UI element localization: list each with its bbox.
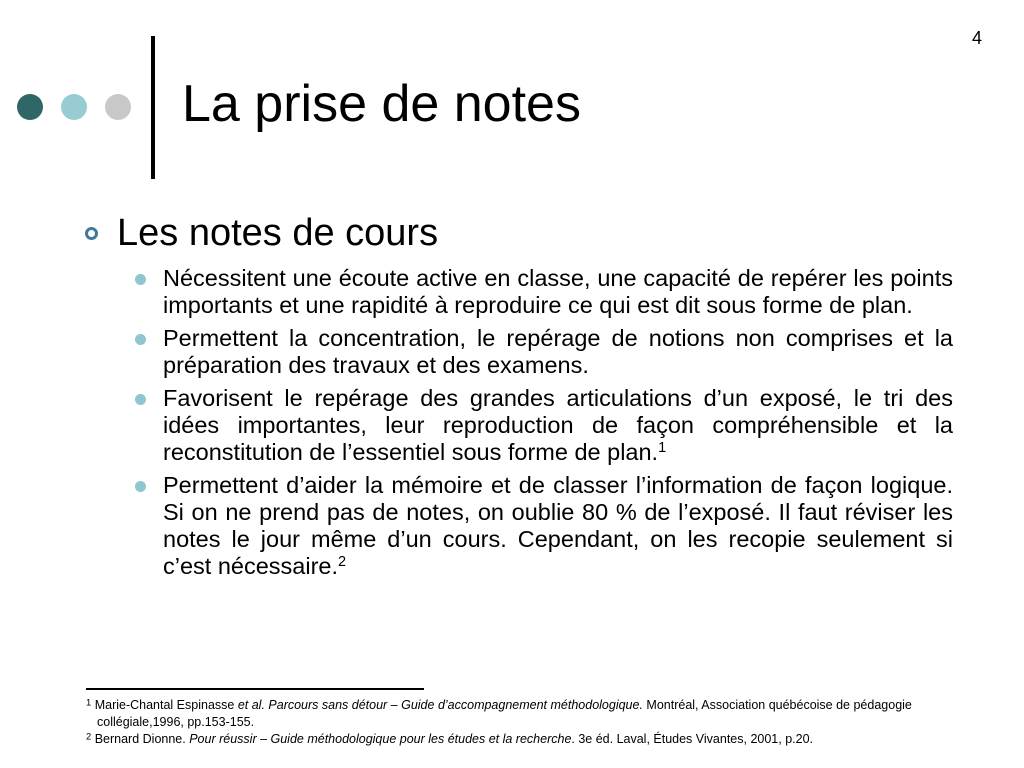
footnote-author: Marie-Chantal Espinasse (94, 698, 238, 712)
footnote-author: Bernard Dionne. (94, 732, 190, 746)
bullet-item (163, 385, 953, 466)
footnote-title: et al. Parcours sans détour – Guide d’accompagnement méthodologique. (237, 698, 643, 712)
bullet-dot-icon (135, 334, 146, 345)
slide-title: La prise de notes (182, 75, 581, 133)
footnote (86, 731, 956, 748)
ring-bullet-icon (85, 227, 98, 240)
bullet-dot-icon (135, 481, 146, 492)
bullet-text: Permettent d’aider la mémoire et de classer l’information de façon logique. Si on ne prend pas de notes, on oublie 80 % de l’exposé. Il faut réviser les notes le jour même d’un cours. Cependant, on les recopie seulement si c’est nécessaire. (163, 472, 953, 579)
footnote-publisher: . 3e éd. Laval, Études Vivantes, 2001, p.20. (571, 732, 813, 746)
bullet-item (163, 325, 953, 379)
footnote-separator (86, 688, 424, 690)
bullet-dot-icon (135, 274, 146, 285)
title-divider (151, 36, 155, 179)
decorative-dot-grey (105, 94, 131, 120)
bullet-list (163, 265, 953, 586)
footnotes (86, 697, 956, 748)
bullet-item (163, 265, 953, 319)
page-number: 4 (971, 28, 982, 48)
footnote-title: Pour réussir – Guide méthodologique pour les études et la recherche (189, 732, 572, 746)
bullet-item (163, 472, 953, 580)
section-heading (80, 211, 438, 257)
footnote-ref: 2 (338, 554, 347, 570)
footnote-publisher: Montréal, Association québécoise de pédagogie collégiale,1996, pp.153-155. (97, 698, 912, 729)
footnote (86, 697, 956, 731)
bullet-text: Permettent la concentration, le repérage de notions non comprises et la préparation des travaux et des examens. (163, 325, 953, 378)
footnote-number: 2 (86, 731, 92, 742)
bullet-text: Nécessitent une écoute active en classe, une capacité de repérer les points importants et une rapidité à reproduire ce qui est dit sous forme de plan. (163, 265, 953, 318)
bullet-text: Favorisent le repérage des grandes articulations d’un exposé, le tri des idées importantes, leur reproduction de façon compréhensible et la reconstitution de l’essentiel sous forme de plan. (163, 385, 953, 465)
section-heading-text: Les notes de cours (117, 212, 439, 254)
bullet-dot-icon (135, 394, 146, 405)
decorative-dot-dark (17, 94, 43, 120)
footnote-ref: 1 (658, 440, 667, 456)
footnote-number: 1 (86, 697, 92, 708)
decorative-dot-teal (61, 94, 87, 120)
